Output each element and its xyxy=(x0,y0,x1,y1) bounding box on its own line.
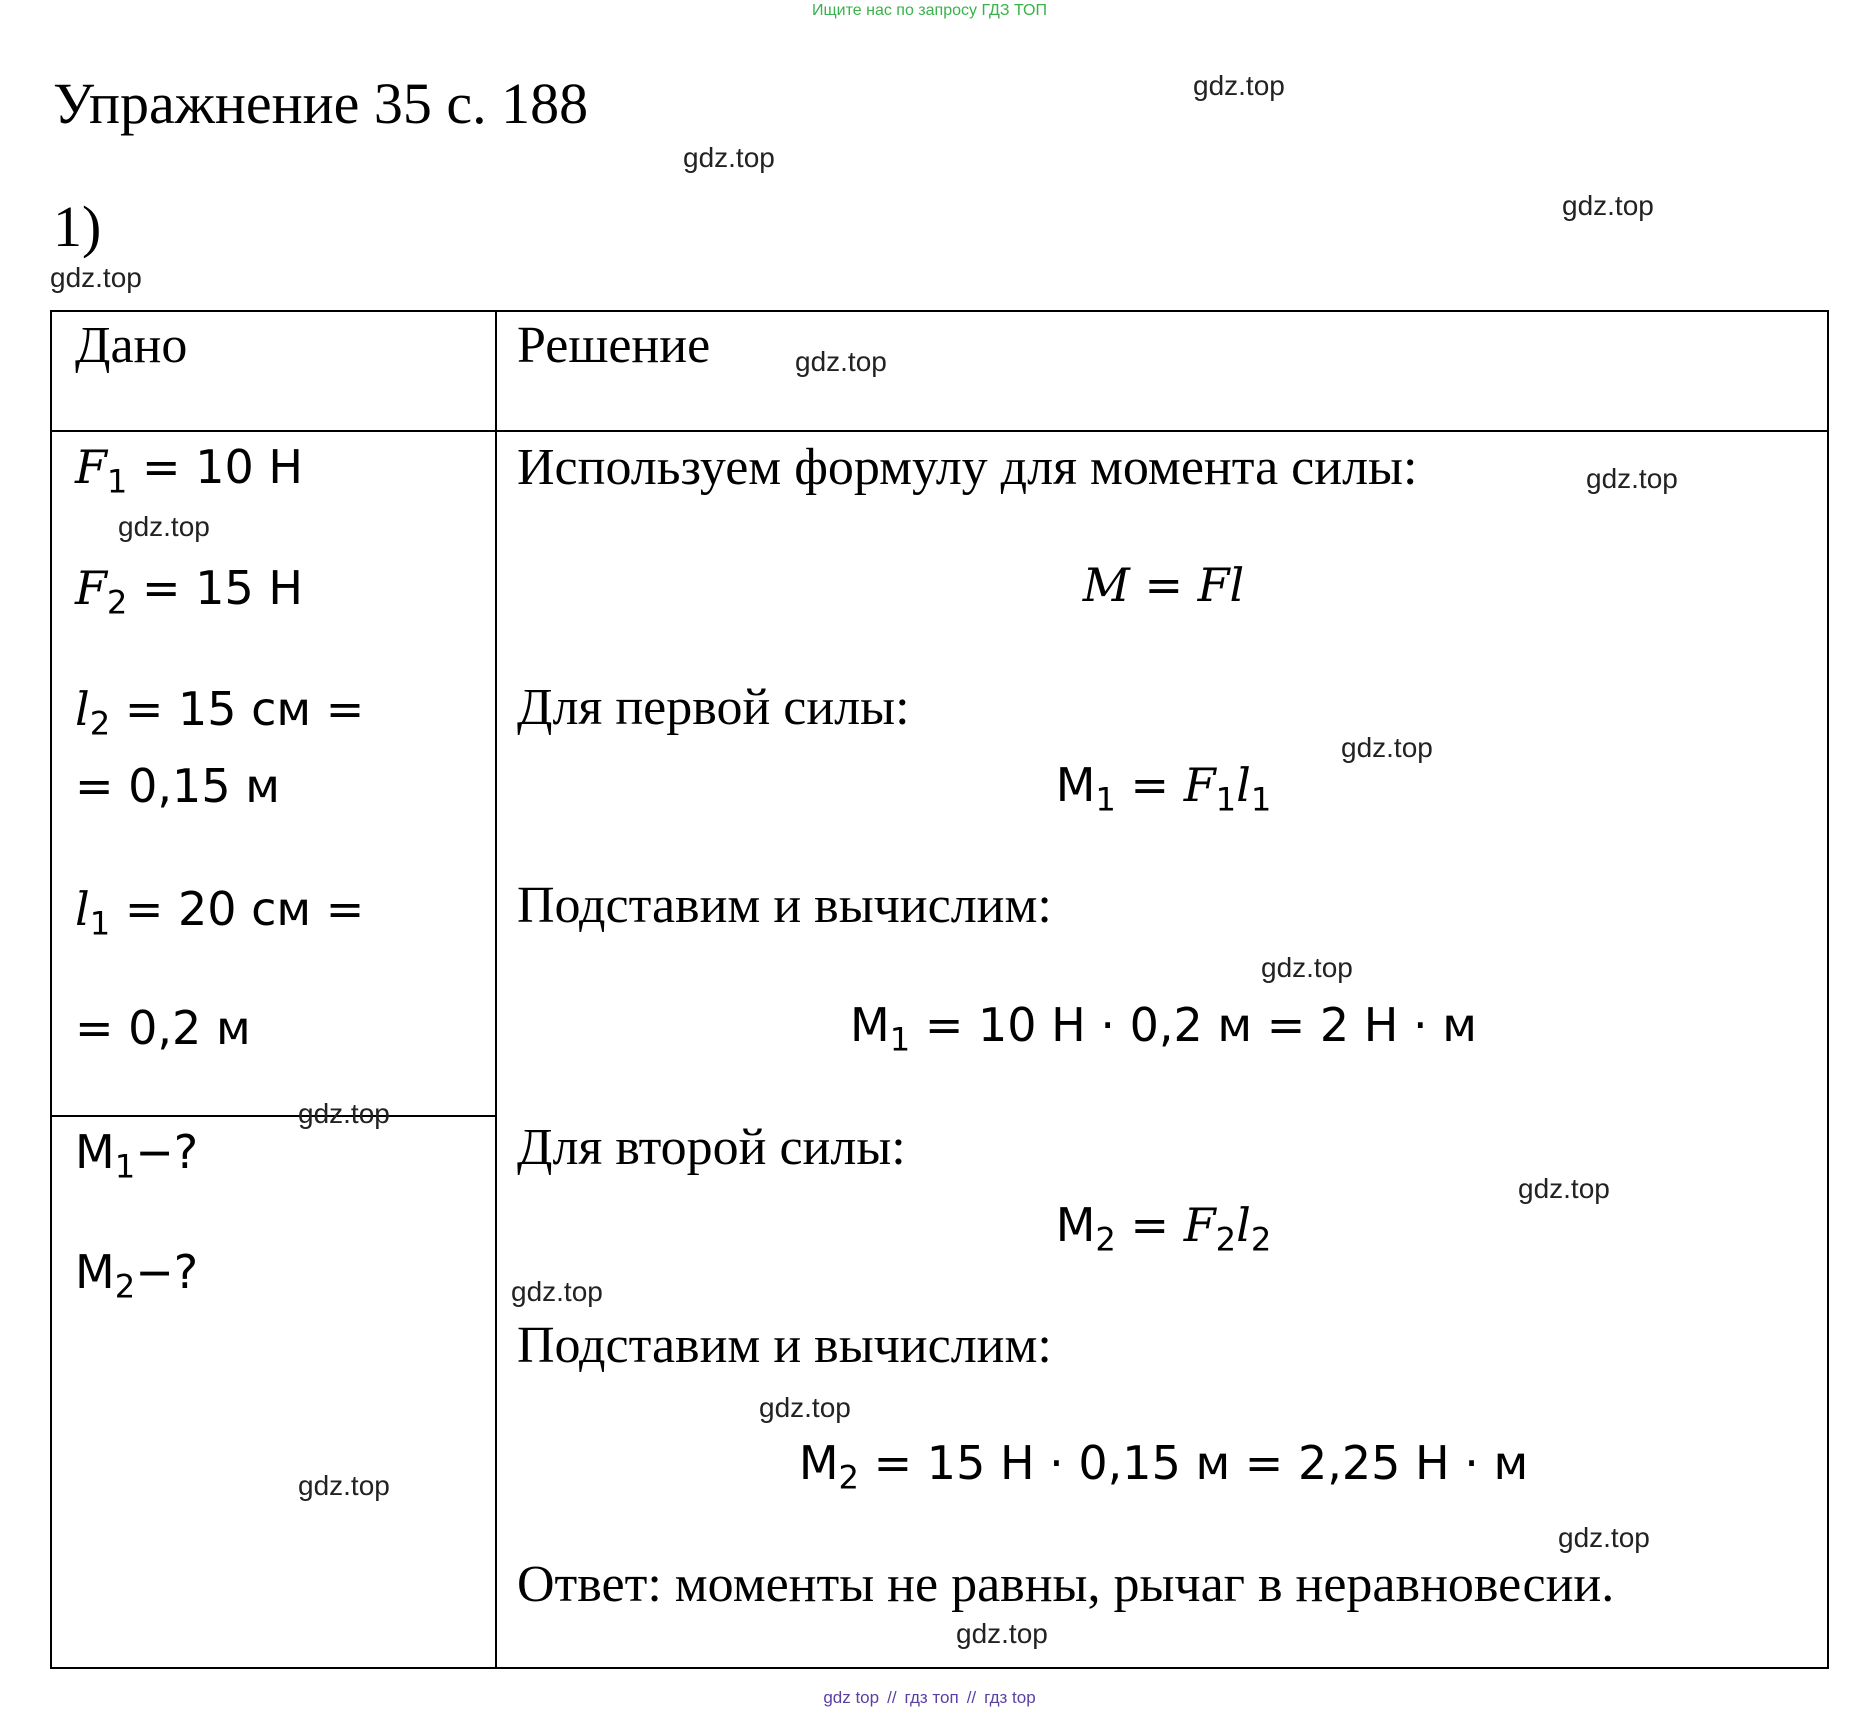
watermark: gdz.top xyxy=(298,1098,390,1129)
given-find-divider xyxy=(50,1115,497,1117)
table-border-left xyxy=(50,310,52,1669)
page-title: Упражнение 35 с. 188 xyxy=(53,71,589,136)
given-header: Дано xyxy=(75,317,188,374)
watermark: gdz.top xyxy=(795,346,887,377)
calc-m2: $M_2 = 15$ Н · 0,15 м = 2,25 Н · м xyxy=(798,1436,1529,1497)
part-number: 1) xyxy=(53,194,102,259)
formula-m2: $M_2 = F_2l_2$ xyxy=(1055,1198,1272,1259)
watermark: gdz.top xyxy=(50,262,142,293)
footer-links: gdz top // гдз топ // гдз top xyxy=(823,1688,1036,1707)
search-banner: Ищите нас по запросу ГДЗ ТОП xyxy=(812,2,1047,19)
watermark: gdz.top xyxy=(759,1392,851,1423)
footer-link[interactable]: гдз top xyxy=(984,1688,1036,1707)
watermark: gdz.top xyxy=(1558,1522,1650,1553)
watermark: gdz.top xyxy=(1193,70,1285,101)
solution-line-substitute-2: Подставим и вычислим: xyxy=(517,1317,1052,1374)
watermark: gdz.top xyxy=(1518,1173,1610,1204)
footer-link[interactable]: гдз топ xyxy=(904,1688,959,1707)
watermark: gdz.top xyxy=(118,511,210,542)
watermark: gdz.top xyxy=(1562,190,1654,221)
given-l2-si: = 0,15 м xyxy=(75,759,280,813)
watermark: gdz.top xyxy=(1261,952,1353,983)
footer-link[interactable]: gdz top xyxy=(823,1688,880,1707)
answer-line: Ответ: моменты не равны, рычаг в неравновесии. xyxy=(517,1556,1615,1613)
watermark: gdz.top xyxy=(298,1470,390,1501)
solution-line-substitute-1: Подставим и вычислим: xyxy=(517,877,1052,934)
table-border-top xyxy=(50,310,1829,312)
given-l1: $l_1 = 20$ см = xyxy=(75,882,365,943)
solution-header: Решение xyxy=(517,317,711,374)
given-f1: $F_1 = 10$ Н xyxy=(75,440,303,501)
table-header-divider xyxy=(50,430,1829,432)
table-border-bottom xyxy=(50,1667,1829,1669)
watermark: gdz.top xyxy=(1341,732,1433,763)
solution-line-formula-intro: Используем формулу для момента силы: xyxy=(517,439,1418,496)
watermark: gdz.top xyxy=(1586,463,1678,494)
watermark: gdz.top xyxy=(683,142,775,173)
given-l1-si: = 0,2 м xyxy=(75,1001,251,1055)
given-f2: $F_2 = 15$ Н xyxy=(75,561,303,622)
formula-main: M = Fl xyxy=(1082,558,1245,612)
formula-m1: $M_1 = F_1l_1$ xyxy=(1055,758,1272,819)
solution-line-second-force: Для второй силы: xyxy=(517,1119,906,1176)
find-m2: $M_2-$? xyxy=(75,1245,199,1306)
given-l2: $l_2 = 15$ см = xyxy=(75,682,365,743)
watermark: gdz.top xyxy=(956,1618,1048,1649)
calc-m1: $M_1 = 10$ Н · 0,2 м = 2 Н · м xyxy=(850,998,1477,1059)
solution-line-first-force: Для первой силы: xyxy=(517,679,910,736)
find-m1: $M_1-$? xyxy=(75,1125,199,1186)
watermark: gdz.top xyxy=(511,1276,603,1307)
